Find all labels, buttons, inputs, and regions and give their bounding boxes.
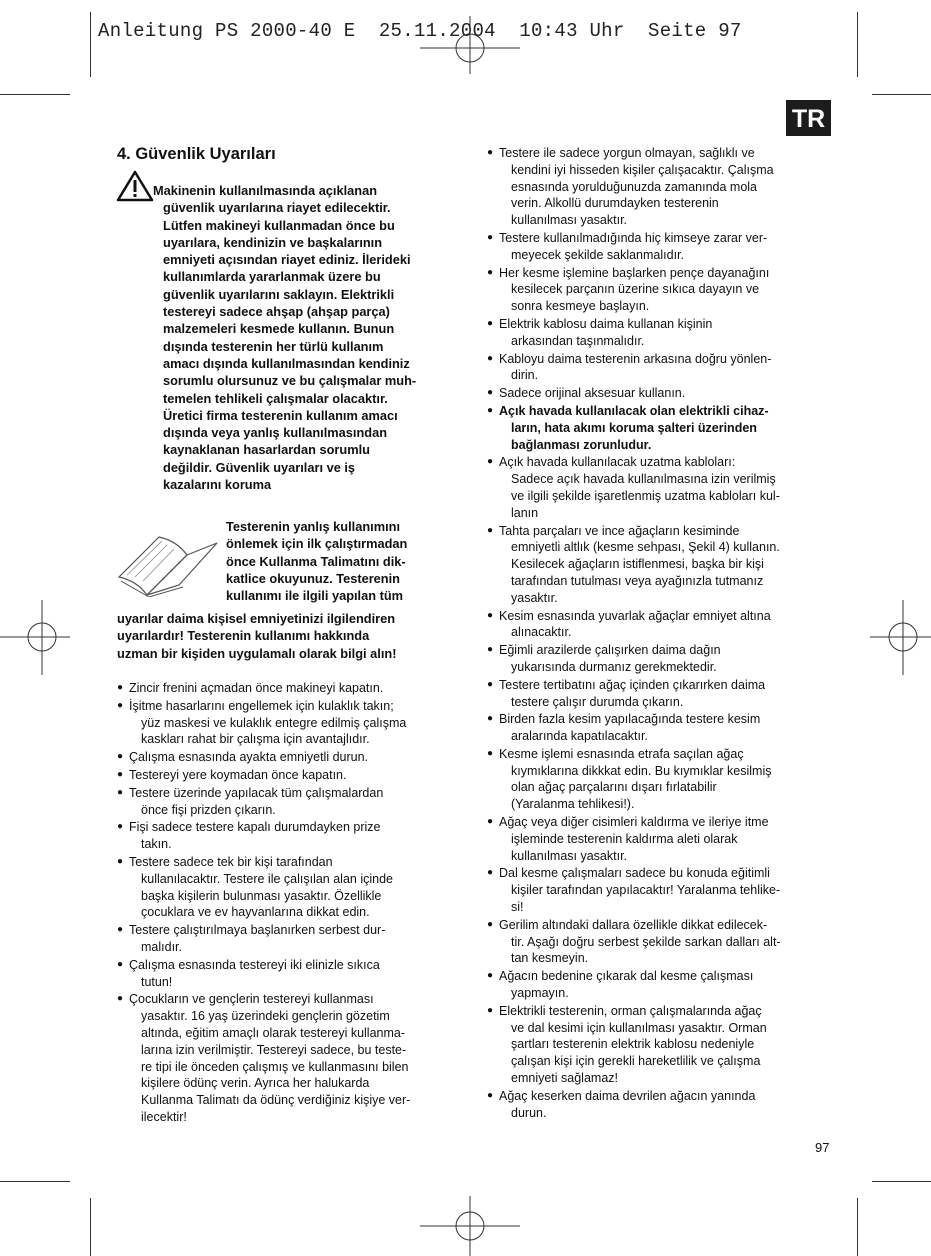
crop-mark (90, 12, 91, 77)
list-item-line: kesilecek parçanın üzerine sıkıca dayayın ve (511, 282, 760, 297)
list-item (487, 385, 832, 402)
list-item (487, 865, 832, 915)
warning-line: kullanımlarda yararlanmak üzere bu (163, 269, 381, 285)
list-item (487, 403, 832, 453)
list-item-line: ● Elektrik kablosu daima kullanan kişinin (499, 316, 713, 331)
list-item-line: yapmayın. (511, 986, 569, 1001)
list-item (487, 814, 832, 864)
list-item-line: alınacaktır. (511, 625, 572, 640)
list-item-line: tutun! (141, 974, 173, 989)
manual-line: Testerenin yanlış kullanımını (226, 519, 400, 534)
registration-mark-icon (0, 600, 70, 675)
list-item-line: malıdır. (141, 939, 182, 954)
manual-line: uyarılar daima kişisel emniyetinizi ilgilendiren (117, 611, 396, 626)
crop-mark (0, 1181, 70, 1182)
warning-line: sorumlu olursunuz ve bu çalışmalar muh- (163, 373, 417, 389)
page-number: 97 (815, 1140, 830, 1155)
list-item (487, 608, 832, 642)
list-item-line: olan ağaç parçalarını dışarı fırlatabilir (511, 780, 717, 795)
list-item-line: ● Testere ile sadece yorgun olmayan, sağlıklı ve (499, 146, 755, 160)
warning-line: malzemeleri kesmede kullanın. Bunun (163, 321, 395, 337)
list-item (487, 454, 832, 521)
list-item-line: ve ilgili şekilde işaretlenmiş uzatma kabloları kul- (511, 488, 780, 503)
list-item-line: ● Elektrikli testerenin, orman çalışmalarında ağaç (499, 1003, 762, 1018)
list-item (487, 1088, 832, 1122)
warning-line: uyarılara, kendinizin ve başkalarının (163, 234, 383, 250)
list-item (487, 746, 832, 813)
list-item-line: kullanılması yasaktır. (511, 848, 628, 863)
list-item-line: tan kesmeyin. (511, 951, 589, 966)
list-item-line: çalışan kişi için gerekli hareketlilik ve çalışma (511, 1054, 761, 1069)
list-item-line: yüz maskesi ve kulaklık entegre edilmiş çalışma (141, 715, 407, 730)
crop-mark (90, 1198, 91, 1256)
warning-line: kaynaklanan hasarlardan sorumlu (163, 442, 370, 458)
list-item-line: çocuklara ve ev hayvanlarına dikkat edin. (141, 905, 370, 920)
list-item (117, 957, 467, 991)
list-item-line: meyecek şekilde saklanmalıdır. (511, 247, 684, 262)
registration-mark-icon (420, 1196, 520, 1256)
list-item-line: takın. (141, 837, 172, 852)
list-item-line: ● Eğimli arazilerde çalışırken daima dağın (499, 643, 721, 658)
crop-mark (857, 1198, 858, 1256)
list-item-line: ● Gerilim altındaki dallara özellikle dikkat edilecek- (499, 917, 768, 932)
crop-mark (872, 1181, 931, 1182)
list-item-line: (Yaralanma tehlikesi!). (511, 797, 635, 812)
list-item-line: sonra kesmeye başlayın. (511, 299, 650, 314)
warning-line: emniyeti açısından riayet ediniz. İlerideki (163, 252, 411, 268)
list-item-line: ● Kesim esnasında yuvarlak ağaçlar emniyet altına (499, 608, 771, 623)
warning-line: amacı dışında kullanılmasından kendiniz (163, 355, 410, 371)
list-item-line: ● Kesme işlemi esnasında etrafa saçılan ağaç (499, 746, 744, 761)
list-item-line: ● Çocukların ve gençlerin testereyi kullanması (129, 992, 374, 1007)
manual-line: kullanımı ile ilgili yapılan tüm (226, 588, 404, 604)
list-item-line: ● Sadece orijinal aksesuar kullanın. (499, 386, 686, 401)
list-item-line: bağlanması zorunludur. (511, 437, 652, 452)
list-item-line: kullanılacaktır. Testere ile çalışılan alan içinde (141, 871, 393, 886)
list-item-line: ● Açık havada kullanılacak olan elektrikli cihaz- (499, 403, 769, 418)
list-item-line: ● Birden fazla kesim yapılacağında testere kesim (499, 712, 761, 727)
list-item-line: ● Testere kullanılmadığında hiç kimseye zarar ver- (499, 230, 768, 245)
list-item-line: ● Testere tertibatını ağaç içinden çıkarırken daima (499, 677, 766, 692)
list-item (487, 968, 832, 1002)
warning-line: Lütfen makineyi kullanmadan önce bu (163, 217, 395, 233)
list-item-line: yasaktır. 16 yaş üzerindeki gençlerin gözetim (141, 1009, 390, 1024)
list-item-line: altında, eğitim amaçlı olarak testereyi kullanma- (141, 1025, 406, 1040)
warning-triangle-icon (116, 170, 154, 202)
manual-paragraph-top (226, 518, 464, 604)
list-item-line: ● Testere üzerinde yapılacak tüm çalışmalardan (129, 785, 384, 800)
list-item-line: kullanılması yasaktır. (511, 213, 628, 228)
list-item (487, 711, 832, 745)
list-item-line: Kesilecek ağaçların istiflenmesi, başka bir kişi (511, 557, 764, 572)
manual-paragraph-bottom (117, 610, 477, 662)
list-item-line: kendini iyi hisseden kişiler çalışacaktır. Çalışma (511, 162, 774, 177)
list-item-line: dirin. (511, 368, 539, 383)
list-item (487, 145, 832, 229)
warning-line: temelen tehlikeli çalışmalar olacaktır. (163, 390, 388, 406)
list-item-line: ların, hata akımı koruma şalteri üzerinden (511, 420, 757, 435)
list-item (487, 917, 832, 967)
list-item-line: ● Ağaç keserken daima devrilen ağacın yanında (499, 1088, 756, 1103)
list-item-line: emniyetli altlık (kesme sehpası, Şekil 4) kullanın. (511, 540, 780, 555)
list-item (117, 680, 467, 697)
list-item-line: re tipi ile önceden çalışmış ve kullanmasını bilen (141, 1059, 409, 1074)
list-item-line: işleminde testerenin kaldırma aleti olarak (511, 831, 738, 846)
warning-line: güvenlik uyarılarına riayet edilecektir. (163, 200, 391, 216)
list-item (487, 523, 832, 607)
list-item (117, 785, 467, 819)
list-item-line: tarafından tutulması veya ayağınızla tutmanız (511, 573, 764, 588)
crop-mark (872, 94, 931, 95)
list-item-line: larına izin verilmiştir. Testereyi sadece, bu teste- (141, 1042, 407, 1057)
list-item-line: kıymıklarına dikkkat edin. Bu kıymıklar kesilmiş (511, 763, 772, 778)
list-item (487, 1003, 832, 1087)
list-item-line: lanın (511, 505, 539, 520)
crop-mark (0, 94, 70, 95)
list-item (117, 698, 467, 748)
warning-line: dışında veya yanlış kullanılmasından (163, 425, 388, 441)
list-item-line: arkasından taşınmalıdır. (511, 333, 645, 348)
list-item (117, 991, 467, 1125)
list-item-line: başka kişilerin bulunması yasaktır. Özellikle (141, 888, 382, 903)
manual-line: katlice okuyunuz. Testerenin (226, 570, 400, 586)
list-item-line: ● Testere sadece tek bir kişi tarafından (129, 854, 333, 869)
list-item-line: yukarısında durmanız gerekmektedir. (511, 659, 717, 674)
list-item-line: ● Dal kesme çalışmaları sadece bu konuda eğitimli (499, 866, 770, 881)
list-item-line: ve dal kesimi için kullanılması yasaktır. Orman (511, 1020, 767, 1035)
list-item-line: ● Ağaç veya diğer cisimleri kaldırma ve ileriye itme (499, 815, 769, 830)
manual-line: uzman bir kişiden uygulamalı olarak bilgi alın! (117, 645, 397, 661)
list-item (117, 854, 467, 921)
warning-line: dışında testerenin her türlü kullanım (163, 338, 384, 354)
list-item-line: Kullanma Talimatı da ödünç verdiğiniz kişiye ver- (141, 1093, 411, 1108)
warning-line: testereyi sadece ahşap (ahşap parça) (163, 304, 390, 320)
list-item (487, 351, 832, 385)
registration-mark-icon (420, 14, 520, 74)
list-item-line: kişilere ödünç verin. Ayrıca her halukarda (141, 1076, 370, 1091)
warning-line: Üretici firma testerenin kullanım amacı (163, 407, 398, 423)
list-item-line: aralarında kapatılacaktır. (511, 729, 648, 744)
list-item-line: testere çalışır durumda çıkarın. (511, 694, 684, 709)
list-item-line: Sadece açık havada kullanılmasına izin verilmiş (511, 472, 776, 487)
crop-mark (857, 12, 858, 77)
list-item-line: tir. Aşağı doğru serbest şekilde sarkan dalları alt- (511, 934, 781, 949)
registration-mark-icon (870, 600, 931, 675)
list-item-line: şartları testerenin elektrik kablosu nedeniyle (511, 1037, 755, 1052)
list-item (117, 767, 467, 784)
list-item-line: ● Fişi sadece testere kapalı durumdayken prize (129, 820, 381, 835)
list-item-line: ● Tahta parçaları ve ince ağaçların kesiminde (499, 523, 740, 538)
list-item (487, 642, 832, 676)
list-item-line: kaskları rahat bir çalışma için avantajlıdır. (141, 732, 370, 747)
manual-line: önlemek için ilk çalıştırmadan (226, 536, 408, 552)
list-item-line: ● Açık havada kullanılacak uzatma kabloları: (499, 455, 736, 470)
list-item-line: si! (511, 900, 524, 915)
list-item (487, 265, 832, 315)
warning-line: kazalarını koruma (163, 477, 272, 493)
language-badge: TR (786, 100, 831, 136)
list-item-line: önce fişi prizden çıkarın. (141, 802, 276, 817)
list-item-line: ilecektir! (141, 1109, 187, 1124)
list-item-line: ● Her kesme işlemine başlarken pençe dayanağını (499, 265, 770, 280)
warning-paragraph (153, 182, 468, 493)
warning-line: değildir. Güvenlik uyarıları ve iş (163, 459, 356, 475)
list-item-line: kişiler tarafından yapılacaktır! Yaralanma tehlike- (511, 883, 781, 898)
list-item-line: emniyeti sağlamaz! (511, 1071, 618, 1086)
list-item (487, 677, 832, 711)
warning-line: Makinenin kullanılmasında açıklanan (153, 183, 378, 198)
list-item (117, 819, 467, 853)
list-item-line: ● Testereyi yere koymadan önce kapatın. (129, 767, 347, 782)
print-header: Anleitung PS 2000-40 E 25.11.2004 10:43 Uhr Seite 97 (98, 20, 742, 42)
list-item-line: verin. Alkollü durumdayken testerenin (511, 196, 719, 211)
right-safety-list (487, 145, 832, 1122)
manual-line: uyarılardır! Testerenin kullanımı hakkında (117, 628, 370, 644)
open-book-icon (117, 525, 222, 597)
manual-line: önce Kullanma Talimatını dik- (226, 553, 406, 569)
list-item-line: ● Kabloyu daima testerenin arkasına doğru yönlen- (499, 351, 772, 366)
list-item (487, 230, 832, 264)
list-item-line: ● Testere çalıştırılmaya başlanırken serbest dur- (129, 923, 386, 938)
list-item-line: ● Çalışma esnasında ayakta emniyetli durun. (129, 750, 369, 765)
section-title: 4. Güvenlik Uyarıları (117, 145, 276, 163)
list-item (117, 749, 467, 766)
list-item-line: yasaktır. (511, 590, 558, 605)
list-item-line: ● Zincir frenini açmadan önce makineyi kapatın. (129, 681, 384, 695)
list-item-line: esnasında yorulduğunuzda zamanında mola (511, 179, 758, 194)
list-item (487, 316, 832, 350)
warning-line: güvenlik uyarılarını saklayın. Elektrikli (163, 286, 395, 302)
list-item-line: ● Ağacın bedenine çıkarak dal kesme çalışması (499, 969, 754, 984)
list-item-line: ● İşitme hasarlarını engellemek için kulaklık takın; (129, 698, 394, 713)
list-item-line: ● Çalışma esnasında testereyi iki elinizle sıkıca (129, 957, 380, 972)
list-item (117, 922, 467, 956)
left-safety-list (117, 680, 467, 1127)
list-item-line: durun. (511, 1105, 547, 1120)
